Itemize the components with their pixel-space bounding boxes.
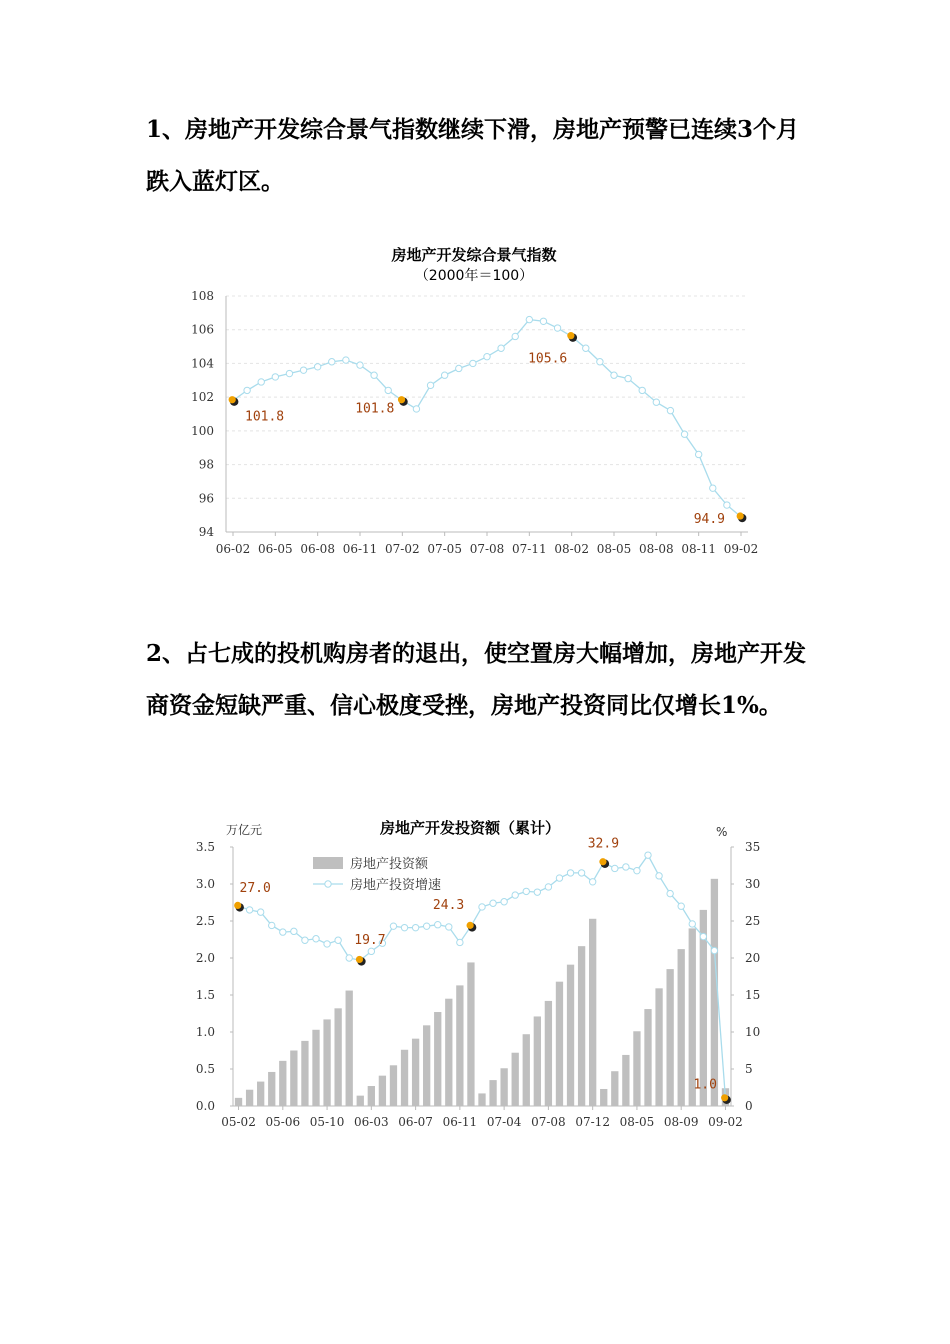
chart2-bar <box>589 919 596 1106</box>
chart2-point <box>390 923 396 929</box>
chart2-bar <box>611 1071 618 1106</box>
chart2-bar <box>290 1051 297 1107</box>
chart2-data-label: 32.9 <box>587 836 620 852</box>
chart2-point <box>280 929 286 935</box>
chart1-y-tick: 102 <box>191 390 214 405</box>
chart2-point <box>612 865 618 871</box>
chart2-bar <box>334 1008 341 1106</box>
chart2-data-label: 24.3 <box>432 898 465 914</box>
chart2-bar <box>556 982 563 1106</box>
chart2-point <box>545 884 551 890</box>
chart2-point <box>412 924 418 930</box>
chart2-point <box>523 888 529 894</box>
chart2-y-right-tick: 15 <box>745 988 761 1002</box>
chart1-data-label: 101.8 <box>355 401 395 417</box>
chart2-x-tick: 05-10 <box>309 1115 345 1129</box>
paragraph-2: 2、占七成的投机购房者的退出，使空置房大幅增加，房地产开发商资金短缺严重、信心极度受挫，房地产投资同比仅增长1%。 <box>146 640 807 719</box>
paragraph-1: 1、房地产开发综合景气指数继续下滑，房地产预警已连续3个月跌入蓝灯区。 <box>146 116 800 195</box>
chart2-point <box>401 924 407 930</box>
chart2-y-right-tick: 30 <box>745 877 761 891</box>
chart2-point <box>457 939 463 945</box>
chart2-x-tick: 07-12 <box>575 1115 610 1129</box>
chart2-y-left-tick: 0.0 <box>195 1099 215 1113</box>
chart2-point <box>346 955 352 961</box>
chart1-y-tick: 98 <box>198 457 214 472</box>
chart1-x-tick: 07-02 <box>385 542 420 556</box>
chart2-bar <box>512 1053 519 1106</box>
chart1-x-tick: 08-11 <box>681 542 716 556</box>
chart2-bar <box>323 1019 330 1106</box>
chart2-title: 房地产开发投资额（累计） <box>379 819 561 837</box>
chart1-x-tick: 06-02 <box>215 542 251 556</box>
chart2-y-left-tick: 3.0 <box>195 877 215 891</box>
chart2-y-left-tick: 0.5 <box>195 1062 215 1076</box>
chart2-point <box>689 921 695 927</box>
chart2-x-tick: 08-09 <box>663 1115 699 1129</box>
chart2-x-tick: 09-02 <box>708 1115 743 1129</box>
chart2-bar <box>401 1050 408 1106</box>
chart1-data-label: 101.8 <box>245 409 285 425</box>
chart2-bar <box>655 988 662 1106</box>
chart2-x-tick: 06-11 <box>442 1115 478 1129</box>
chart2-x-tick: 05-02 <box>221 1115 256 1129</box>
chart2-point <box>534 889 540 895</box>
chart2-bar <box>678 949 685 1106</box>
chart2-point <box>435 922 441 928</box>
chart2-point <box>656 873 662 879</box>
chart2-point <box>257 909 263 915</box>
chart2-y-right-tick: 10 <box>745 1025 761 1039</box>
chart2-x-tick: 07-08 <box>531 1115 566 1129</box>
chart2-data-label: 27.0 <box>239 881 271 897</box>
legend-line-label: 房地产投资增速 <box>350 878 442 893</box>
chart2-point <box>246 907 252 913</box>
chart2-bar <box>279 1061 286 1106</box>
chart2-bar <box>257 1082 264 1106</box>
chart2-point <box>634 867 640 873</box>
chart2-bar <box>545 1001 552 1106</box>
chart2-bar <box>489 1080 496 1106</box>
chart2-x-tick: 07-04 <box>486 1115 522 1129</box>
chart2-bar <box>445 999 452 1106</box>
chart2-point <box>678 903 684 909</box>
chart1-x-tick: 08-05 <box>596 542 632 556</box>
chart2-bar <box>567 965 574 1106</box>
chart2-bar <box>246 1090 253 1106</box>
chart1-x-tick: 07-08 <box>469 542 505 556</box>
chart2-point <box>512 892 518 898</box>
chart2-point <box>567 870 573 876</box>
chart2-point <box>479 904 485 910</box>
chart1-y-tick: 100 <box>191 423 214 438</box>
chart2-bar <box>523 1034 530 1106</box>
chart2-bar <box>368 1086 375 1106</box>
chart1-x-tick: 08-08 <box>639 542 674 556</box>
chart2-bar <box>412 1039 419 1106</box>
chart2-bar <box>500 1068 507 1106</box>
chart2-bar <box>434 1012 441 1106</box>
chart2-y-left-tick: 2.0 <box>195 951 215 965</box>
chart2-bar <box>467 962 474 1106</box>
chart1-x-tick: 06-05 <box>258 542 293 556</box>
chart2-legend <box>313 856 441 893</box>
chart2-point <box>490 900 496 906</box>
chart2-bar <box>268 1072 275 1106</box>
chart2-bar <box>666 969 673 1106</box>
chart2-point <box>423 923 429 929</box>
chart2-bar <box>456 985 463 1106</box>
chart1-x-tick: 08-02 <box>554 542 589 556</box>
chart1-y-tick: 96 <box>198 491 214 506</box>
chart2-bar <box>622 1055 629 1106</box>
chart2-y-right-tick: 5 <box>745 1062 753 1076</box>
chart2-point <box>446 924 452 930</box>
chart2-point <box>368 948 374 954</box>
chart2-data-label: 1.0 <box>693 1077 717 1093</box>
chart2-y-left-tick: 1.0 <box>195 1025 215 1039</box>
chart2-bar <box>644 1009 651 1106</box>
chart2-bar <box>379 1076 386 1106</box>
legend-bar-swatch <box>313 857 343 869</box>
chart1-x-tick: 06-08 <box>300 542 335 556</box>
chart2-point <box>269 922 275 928</box>
chart2-point <box>291 928 297 934</box>
chart2-bar <box>633 1031 640 1106</box>
chart2-point <box>700 933 706 939</box>
chart1-x-tick: 06-11 <box>342 542 378 556</box>
chart1-x-tick: 07-11 <box>512 542 547 556</box>
chart2-point <box>645 852 651 858</box>
chart2-point <box>578 870 584 876</box>
chart2-y-left-tick: 1.5 <box>195 988 215 1002</box>
chart2-bar <box>357 1096 364 1106</box>
chart2-point <box>667 890 673 896</box>
chart2-x-tick: 06-03 <box>354 1115 389 1129</box>
chart2-x-tick: 06-07 <box>398 1115 433 1129</box>
chart2-y-right-tick: 25 <box>745 914 761 928</box>
chart2-y-right-tick: 35 <box>745 840 761 854</box>
chart2-point <box>711 947 717 953</box>
chart1-x-tick: 09-02 <box>723 542 759 556</box>
chart1-y-tick: 108 <box>191 289 214 303</box>
chart2-point <box>556 875 562 881</box>
chart2-bar <box>390 1065 397 1106</box>
chart2-bar <box>578 946 585 1106</box>
chart1-subtitle: （2000年＝100） <box>414 268 534 284</box>
chart1-y-tick: 106 <box>191 322 214 337</box>
chart1-data-label: 105.6 <box>528 351 568 367</box>
chart2-y-right-tick: 0 <box>745 1099 753 1113</box>
chart2-x-tick: 08-05 <box>619 1115 655 1129</box>
chart2-bar <box>478 1093 485 1106</box>
chart2-left-unit: 万亿元 <box>226 823 263 837</box>
chart1-y-tick: 104 <box>191 356 214 371</box>
chart2-series-line <box>239 855 726 1098</box>
chart2-y-left-tick: 2.5 <box>195 914 215 928</box>
chart2-point <box>589 879 595 885</box>
chart1-title: 房地产开发综合景气指数 <box>391 246 557 264</box>
chart2-point <box>324 941 330 947</box>
chart2-y-right-tick: 20 <box>745 951 761 965</box>
chart2-bar <box>312 1030 319 1106</box>
chart2-highlight-marker <box>234 902 244 912</box>
legend-bar-label: 房地产投资额 <box>350 857 429 872</box>
chart2-x-tick: 05-06 <box>265 1115 301 1129</box>
chart2-bar <box>534 1016 541 1106</box>
chart2-data-label: 19.7 <box>354 933 386 949</box>
chart2-point <box>501 899 507 905</box>
chart2-bar <box>423 1025 430 1106</box>
chart2-point <box>302 937 308 943</box>
chart2-point <box>313 936 319 942</box>
chart1-data-label: 94.9 <box>693 511 725 527</box>
chart1-x-tick: 07-05 <box>427 542 462 556</box>
chart2-point <box>623 864 629 870</box>
chart2-point <box>335 937 341 943</box>
chart2-bar <box>600 1089 607 1106</box>
chart2-y-left-tick: 3.5 <box>195 840 215 854</box>
chart2-bar <box>346 991 353 1106</box>
chart2-bar <box>301 1041 308 1106</box>
chart2-bar <box>235 1098 242 1106</box>
chart1-y-tick: 94 <box>198 525 214 539</box>
chart2-right-unit: % <box>716 825 728 839</box>
